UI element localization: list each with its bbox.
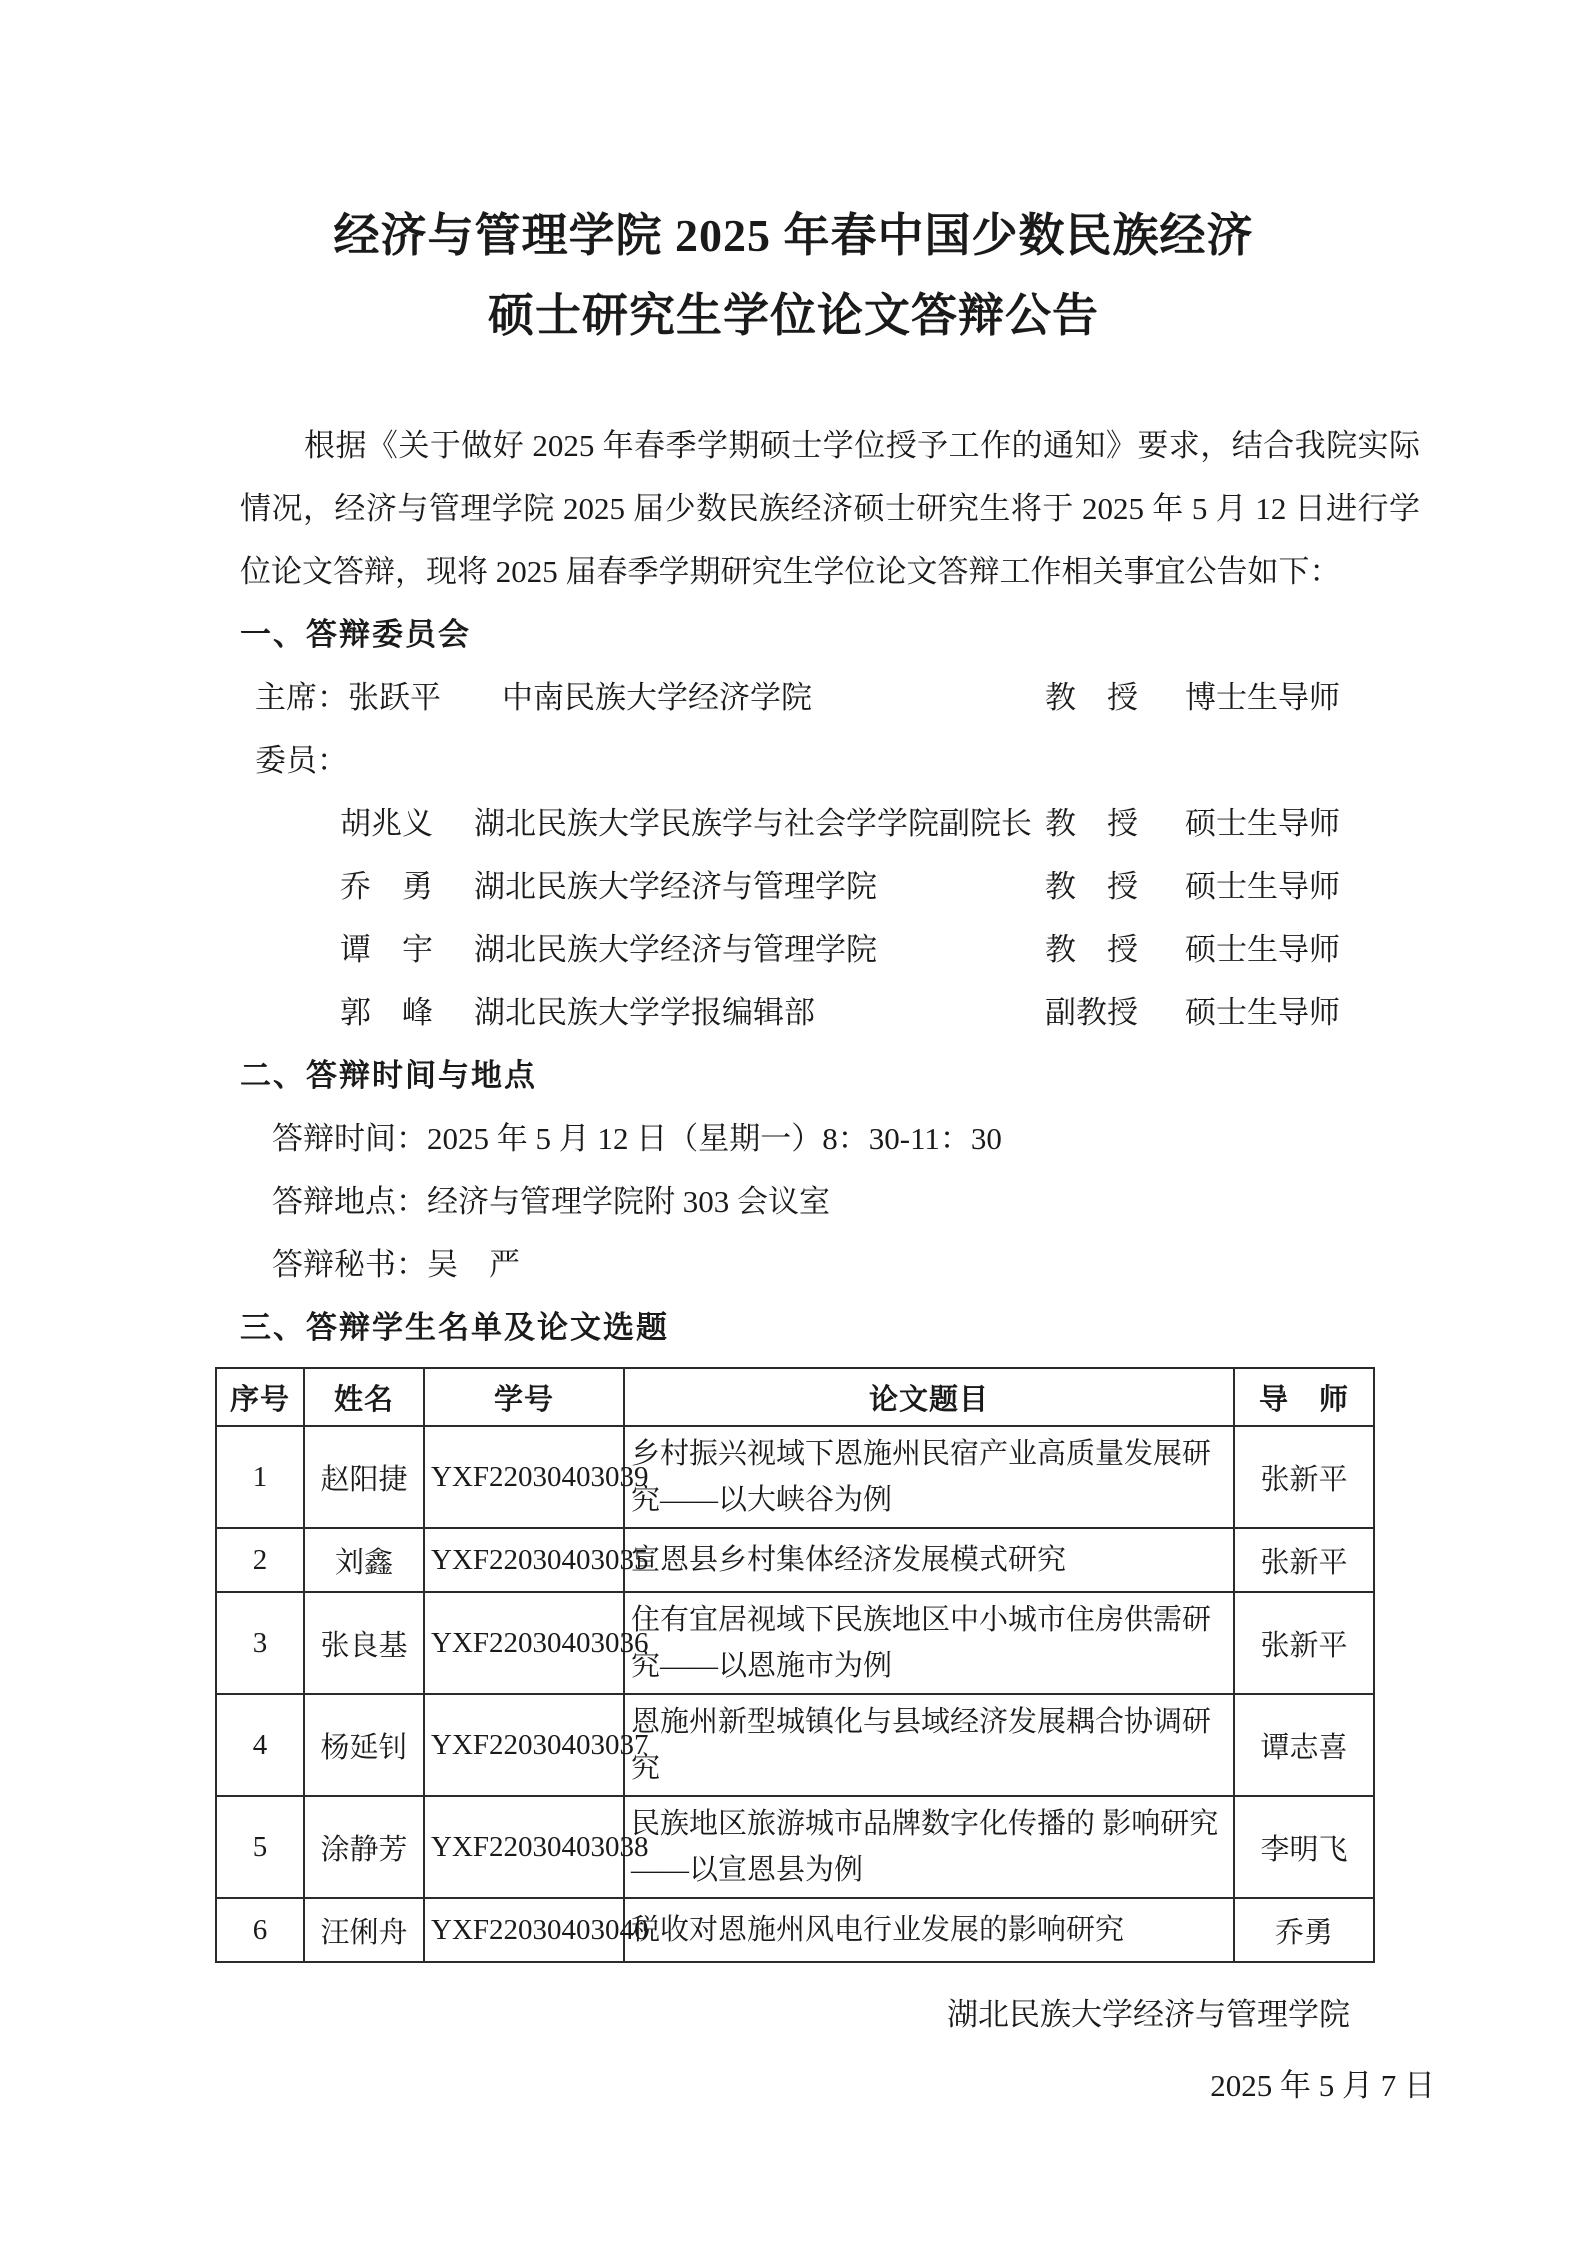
cell-id: YXF22030403038 bbox=[424, 1796, 624, 1898]
member-mentor: 硕士生导师 bbox=[1185, 806, 1340, 841]
committee-chair-row bbox=[255, 666, 1350, 729]
cell-id: YXF22030403035 bbox=[424, 1528, 624, 1592]
table-row bbox=[216, 1694, 1374, 1796]
defense-secretary: 答辩秘书：吴 严 bbox=[272, 1247, 520, 1282]
cell-id: YXF22030403040 bbox=[424, 1898, 624, 1962]
section-heading-time-place: 二、答辩时间与地点 bbox=[240, 1058, 537, 1093]
title-line-1: 经济与管理学院 2025 年春中国少数民族经济 bbox=[333, 210, 1254, 261]
cell-no: 1 bbox=[216, 1426, 304, 1528]
member-title: 副教授 bbox=[1045, 995, 1138, 1030]
member-institution: 湖北民族大学经济与管理学院 bbox=[474, 869, 877, 904]
committee-member-row bbox=[340, 918, 1350, 981]
students-table bbox=[215, 1367, 1375, 1963]
cell-no: 6 bbox=[216, 1898, 304, 1962]
signature: 湖北民族大学经济与管理学院 bbox=[947, 1997, 1350, 2032]
cell-title: 乡村振兴视域下恩施州民宿产业高质量发展研究——以大峡谷为例 bbox=[624, 1426, 1234, 1528]
cell-mentor: 张新平 bbox=[1234, 1528, 1374, 1592]
cell-mentor: 张新平 bbox=[1234, 1426, 1374, 1528]
member-title: 教 授 bbox=[1045, 806, 1138, 841]
member-mentor: 硕士生导师 bbox=[1185, 932, 1340, 967]
member-name: 郭 峰 bbox=[340, 995, 433, 1030]
cell-no: 5 bbox=[216, 1796, 304, 1898]
cell-id: YXF22030403037 bbox=[424, 1694, 624, 1796]
cell-name: 赵阳捷 bbox=[304, 1426, 424, 1528]
member-name: 谭 宇 bbox=[340, 932, 433, 967]
defense-time: 答辩时间：2025 年 5 月 12 日（星期一）8：30-11：30 bbox=[272, 1121, 1002, 1156]
header-mentor: 导 师 bbox=[1234, 1368, 1374, 1426]
cell-name: 刘鑫 bbox=[304, 1528, 424, 1592]
cell-title: 住有宜居视域下民族地区中小城市住房供需研究——以恩施市为例 bbox=[624, 1592, 1234, 1694]
cell-name: 涂静芳 bbox=[304, 1796, 424, 1898]
cell-no: 4 bbox=[216, 1694, 304, 1796]
table-row bbox=[216, 1796, 1374, 1898]
section-heading-students: 三、答辩学生名单及论文选题 bbox=[240, 1310, 669, 1345]
committee-member-row bbox=[340, 855, 1350, 918]
cell-no: 2 bbox=[216, 1528, 304, 1592]
cell-title: 税收对恩施州风电行业发展的影响研究 bbox=[624, 1898, 1234, 1962]
member-mentor: 硕士生导师 bbox=[1185, 995, 1340, 1030]
chair-institution: 中南民族大学经济学院 bbox=[502, 680, 812, 715]
section-heading-committee: 一、答辩委员会 bbox=[240, 617, 471, 652]
member-institution: 湖北民族大学学报编辑部 bbox=[474, 995, 815, 1030]
committee-members-label: 委员： bbox=[255, 743, 348, 778]
cell-id: YXF22030403036 bbox=[424, 1592, 624, 1694]
member-institution: 湖北民族大学经济与管理学院 bbox=[474, 932, 877, 967]
cell-title: 民族地区旅游城市品牌数字化传播的 影响研究——以宣恩县为例 bbox=[624, 1796, 1234, 1898]
document-title bbox=[0, 0, 1587, 356]
cell-id: YXF22030403039 bbox=[424, 1426, 624, 1528]
intro-paragraph: 根据《关于做好 2025 年春季学期硕士学位授予工作的通知》要求，结合我院实际情况，经济与管理学院 2025 届少数民族经济硕士研究生将于 2025 年 5 月 12 日进行学位论文答辩，现将 2025 届春季学期研究生学位论文答辩工作相关事宜公告如下： bbox=[240, 428, 1420, 589]
cell-name: 张良基 bbox=[304, 1592, 424, 1694]
cell-title: 恩施州新型城镇化与县域经济发展耦合协调研究 bbox=[624, 1694, 1234, 1796]
header-name: 姓名 bbox=[304, 1368, 424, 1426]
cell-name: 汪俐舟 bbox=[304, 1898, 424, 1962]
member-name: 胡兆义 bbox=[340, 806, 433, 841]
header-id: 学号 bbox=[424, 1368, 624, 1426]
cell-mentor: 张新平 bbox=[1234, 1592, 1374, 1694]
table-row bbox=[216, 1898, 1374, 1962]
table-row bbox=[216, 1528, 1374, 1592]
member-title: 教 授 bbox=[1045, 932, 1138, 967]
member-name: 乔 勇 bbox=[340, 869, 433, 904]
committee-member-row bbox=[340, 981, 1350, 1044]
header-title: 论文题目 bbox=[624, 1368, 1234, 1426]
committee-member-row bbox=[340, 792, 1350, 855]
date: 2025 年 5 月 7 日 bbox=[1210, 2068, 1435, 2103]
header-no: 序号 bbox=[216, 1368, 304, 1426]
cell-no: 3 bbox=[216, 1592, 304, 1694]
table-header-row bbox=[216, 1368, 1374, 1426]
cell-mentor: 李明飞 bbox=[1234, 1796, 1374, 1898]
chair-mentor: 博士生导师 bbox=[1185, 680, 1340, 715]
cell-title: 宣恩县乡村集体经济发展模式研究 bbox=[624, 1528, 1234, 1592]
cell-mentor: 谭志喜 bbox=[1234, 1694, 1374, 1796]
table-row bbox=[216, 1426, 1374, 1528]
member-title: 教 授 bbox=[1045, 869, 1138, 904]
defense-place: 答辩地点：经济与管理学院附 303 会议室 bbox=[272, 1184, 830, 1219]
cell-mentor: 乔勇 bbox=[1234, 1898, 1374, 1962]
chair-name: 主席：张跃平 bbox=[255, 680, 441, 715]
member-mentor: 硕士生导师 bbox=[1185, 869, 1340, 904]
chair-title: 教 授 bbox=[1045, 680, 1138, 715]
cell-name: 杨延钊 bbox=[304, 1694, 424, 1796]
table-row bbox=[216, 1592, 1374, 1694]
title-line-2: 硕士研究生学位论文答辩公告 bbox=[488, 290, 1099, 341]
member-institution: 湖北民族大学民族学与社会学学院副院长 bbox=[474, 806, 1032, 841]
